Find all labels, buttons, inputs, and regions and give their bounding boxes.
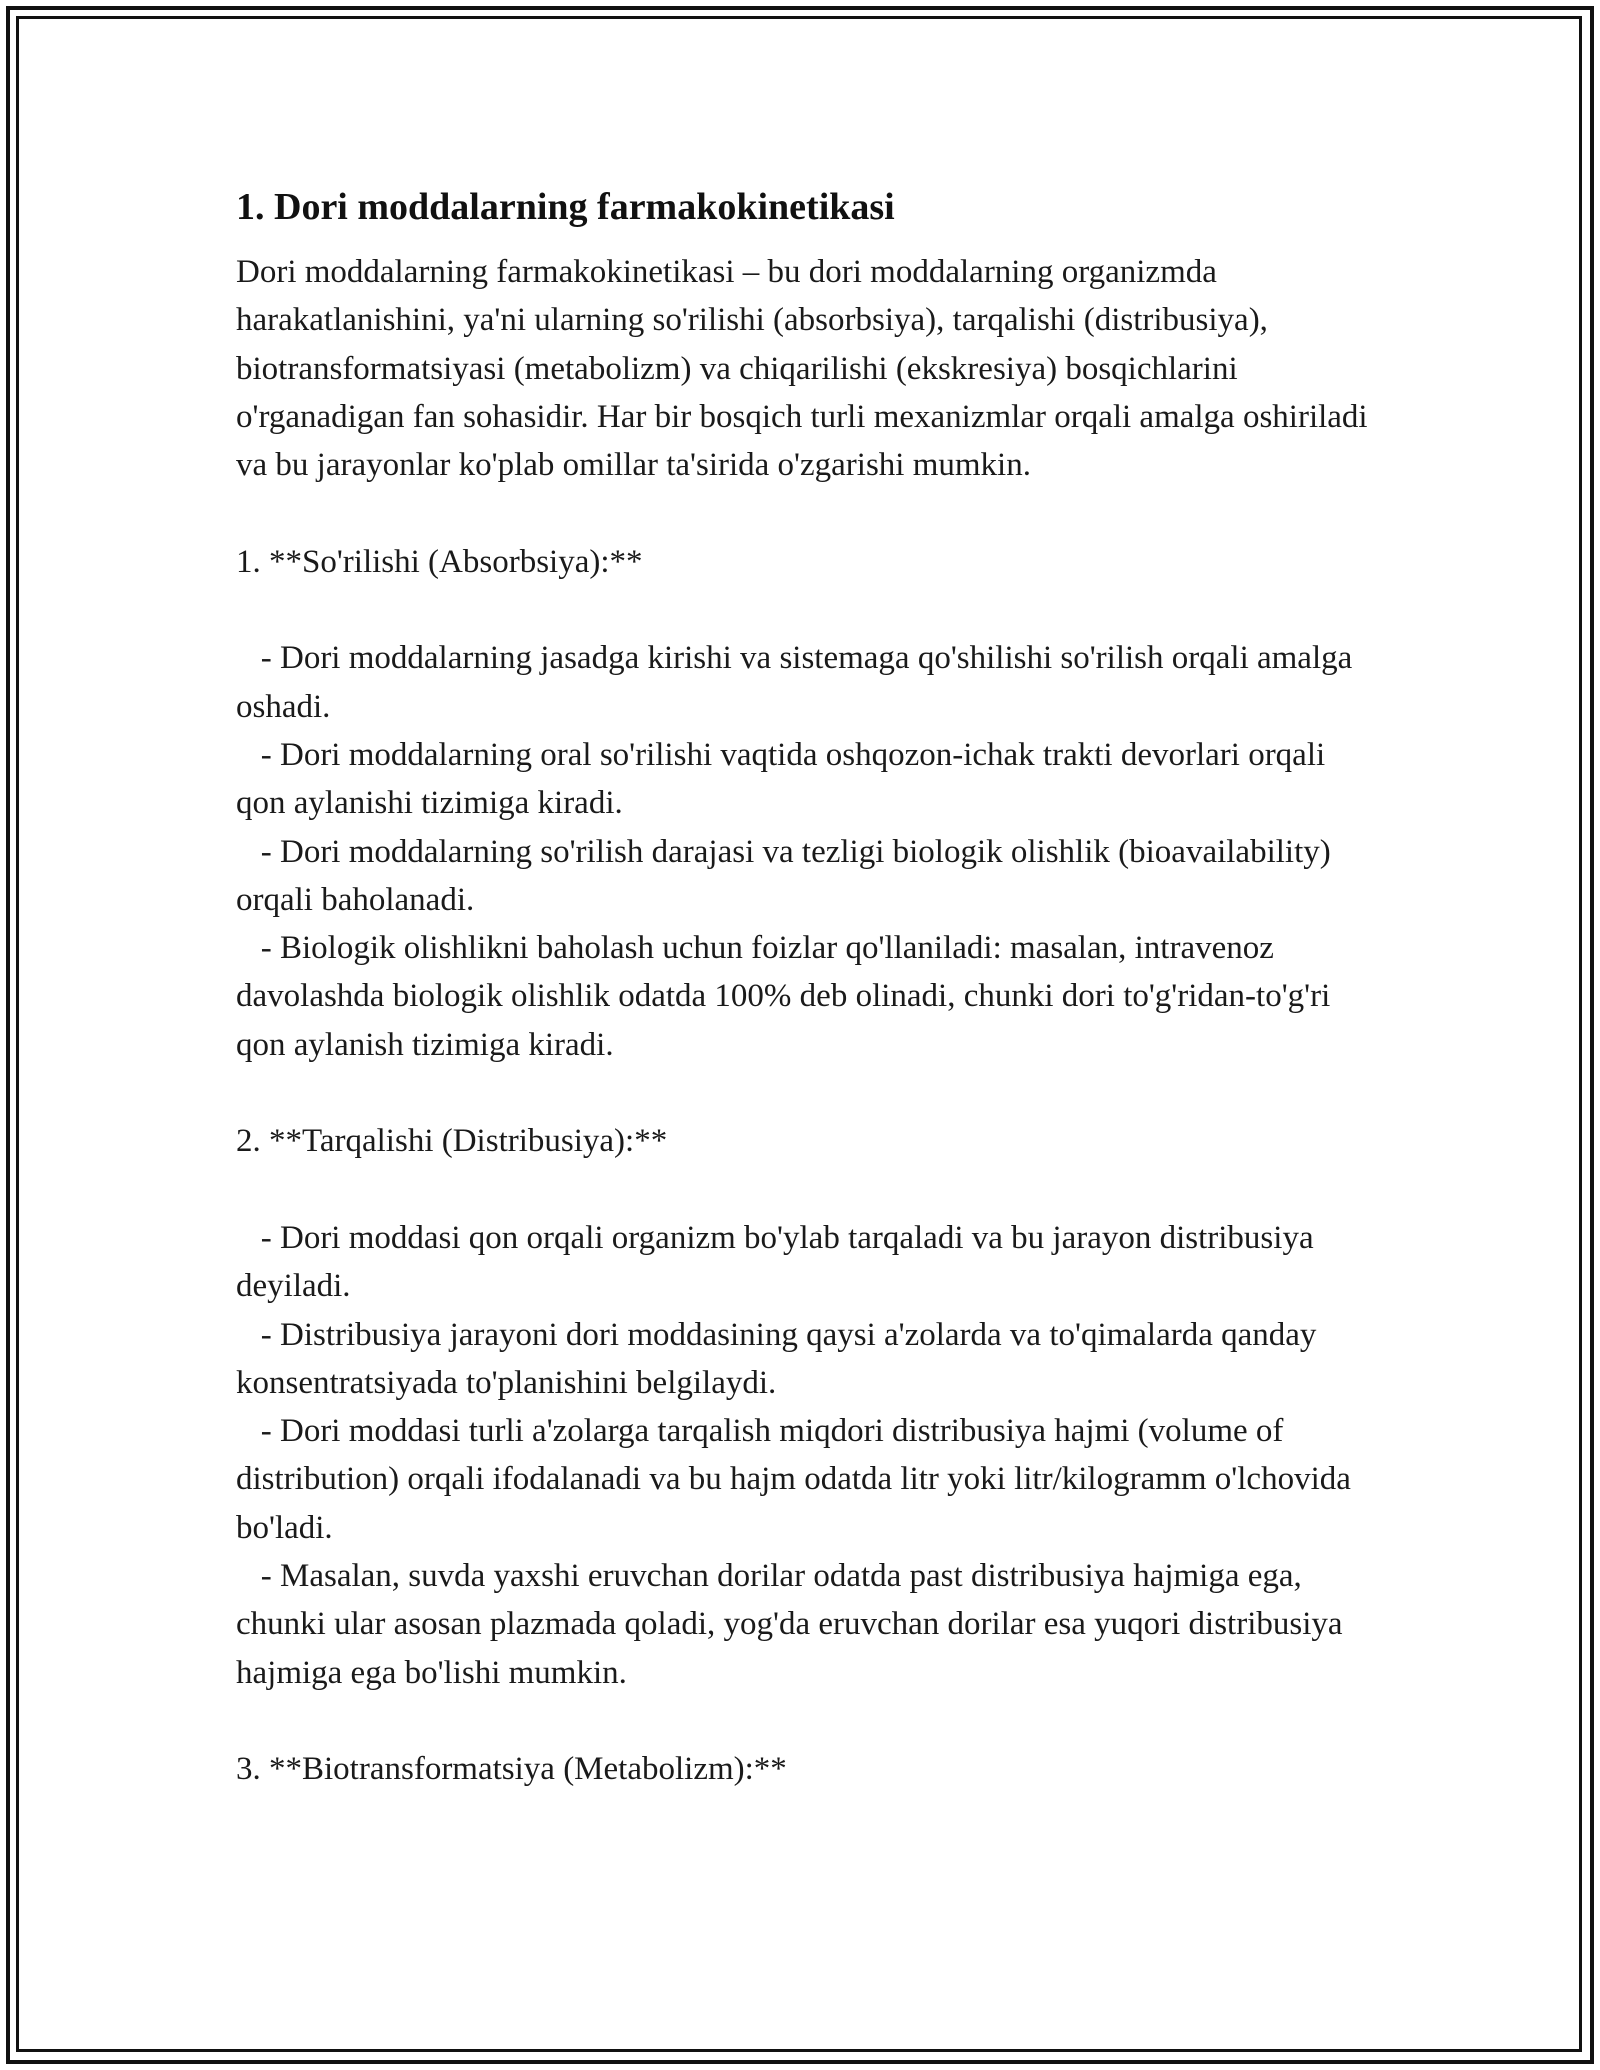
list-item: - Dori moddalarning jasadga kirishi va sistemaga qo'shilishi so'rilish orqali amalga oshadi. xyxy=(236,640,1361,725)
list-item: - Masalan, suvda yaxshi eruvchan dorilar odatda past distribusiya hajmiga ega, chunki ular asosan plazmada qoladi, yog'da eruvchan dorilar esa yuqori distribusiya hajmiga ega bo'lishi mumkin. xyxy=(236,1558,1351,1691)
list-item: - Dori moddalarning oral so'rilishi vaqtida oshqozon-ichak trakti devorlari orqali qon aylanishi tizimiga kiradi. xyxy=(236,736,1334,822)
spacer xyxy=(236,489,1376,537)
list-item: - Dori moddasi qon orqali organizm bo'ylab tarqaladi va bu jarayon distribusiya deyiladi. xyxy=(236,1219,1322,1305)
section-title-metabolizm: 3. **Biotransformatsiya (Metabolizm):** xyxy=(236,1751,787,1788)
section-title-absorbsiya: 1. **So'rilishi (Absorbsiya):** xyxy=(236,543,643,580)
list-item: - Biologik olishlikni baholash uchun foizlar qo'llaniladi: masalan, intravenoz davolashda biologik olishlik odatda 100% deb olinadi, chunki dori to'g'ridan-to'g'ri qon aylanish tizimiga kiradi. xyxy=(236,930,1339,1063)
spacer xyxy=(236,1697,1376,1745)
page-title: 1. Dori moddalarning farmakokinetikasi xyxy=(236,186,895,228)
spacer xyxy=(236,1166,1376,1214)
list-item: - Dori moddasi turli a'zolarga tarqalish miqdori distribusiya hajmi (volume of distribution) orqali ifodalanadi va bu hajm odatda litr yoki litr/kilogramm o'lchovida bo'ladi. xyxy=(236,1413,1360,1546)
intro-paragraph: Dori moddalarning farmakokinetikasi – bu dori moddalarning organizmda harakatlanishini, ya'ni ularning so'rilishi (absorbsiya), tarqalishi (distribusiya), biotransformatsiyasi (metabolizm) va chiqarilishi (ekskresiya) bosqichlarini o'rganadigan fan sohasidir. Har bir bosqich turli mexanizmlar orqali amalga oshiriladi va bu jarayonlar ko'plab omillar ta'sirida o'zgarishi mumkin. xyxy=(236,254,1376,484)
spacer xyxy=(236,586,1376,634)
spacer xyxy=(236,1069,1376,1117)
list-item: - Dori moddalarning so'rilish darajasi va tezligi biologik olishlik (bioavailability) orqali baholanadi. xyxy=(236,833,1339,918)
document-body xyxy=(236,180,1376,1794)
list-item: - Distribusiya jarayoni dori moddasining qaysi a'zolarda va to'qimalarda qanday konsentratsiyada to'planishini belgilaydi. xyxy=(236,1316,1325,1401)
section-title-distribusiya: 2. **Tarqalishi (Distribusiya):** xyxy=(236,1123,668,1160)
